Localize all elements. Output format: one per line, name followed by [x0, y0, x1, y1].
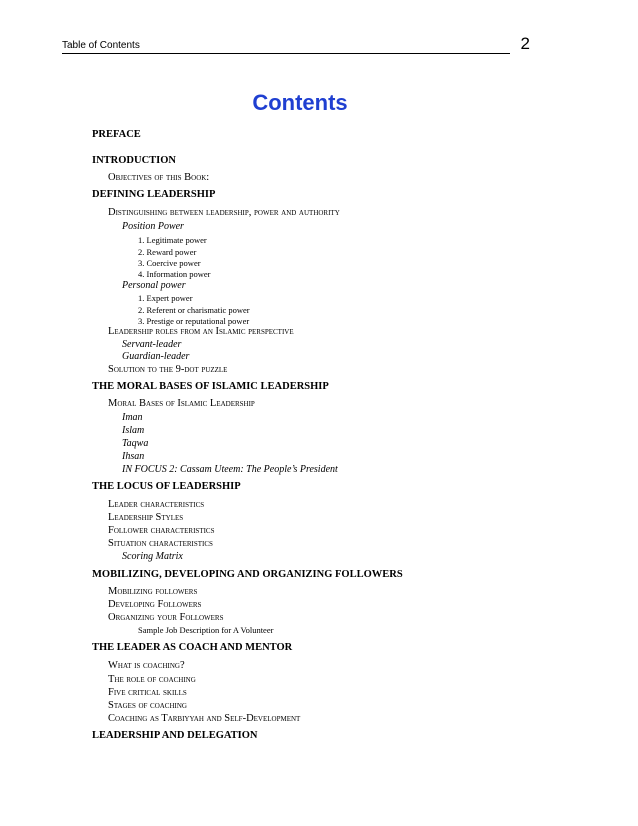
toc-entry: Objectives of this Book:	[108, 172, 210, 183]
toc-entry: Sample Job Description for A Volunteer	[138, 625, 274, 635]
toc-entry: Moral Bases of Islamic Leadership	[108, 398, 255, 409]
header-rule	[62, 53, 510, 54]
toc-entry: Leader characteristics	[108, 499, 205, 510]
toc-entry: 2. Referent or charismatic power	[138, 305, 250, 315]
toc-entry: Solution to the 9-dot puzzle	[108, 364, 228, 375]
page-title: Contents	[252, 90, 348, 115]
toc-entry: 1. Expert power	[138, 293, 193, 303]
toc-entry: Personal power	[122, 280, 186, 291]
toc-entry: Distinguishing between leadership, power and authority	[108, 207, 340, 218]
toc-entry: Iman	[122, 412, 143, 423]
toc-entry: Position Power	[122, 221, 184, 232]
toc-entry: Ihsan	[122, 451, 145, 462]
toc-entry: THE LOCUS OF LEADERSHIP	[92, 481, 241, 492]
toc-entry: Situation characteristics	[108, 538, 213, 549]
toc-entry: THE LEADER AS COACH AND MENTOR	[92, 642, 293, 653]
toc-entry: IN FOCUS 2: Cassam Uteem: The People’s President	[122, 464, 338, 475]
toc-entry: INTRODUCTION	[92, 155, 177, 166]
page-header	[62, 34, 530, 56]
toc-entry: Stages of coaching	[108, 700, 187, 711]
toc-entry: Scoring Matrix	[122, 551, 183, 562]
toc-entry: Organizing your Followers	[108, 612, 224, 623]
toc-entry: Mobilizing followers	[108, 586, 198, 597]
toc-entry: What is coaching?	[108, 660, 185, 671]
toc-entry: Coaching as Tarbiyyah and Self-Development	[108, 713, 301, 724]
toc-entry: Islam	[122, 425, 145, 436]
header-title: Table of Contents	[62, 40, 140, 51]
toc-entry: Leadership Styles	[108, 512, 184, 523]
toc-entry: Developing Followers	[108, 599, 202, 610]
toc-entry: Follower characteristics	[108, 525, 215, 536]
toc-entry: 1. Legitimate power	[138, 235, 207, 245]
toc-entry: Guardian-leader	[122, 351, 190, 362]
toc-entry: Five critical skills	[108, 687, 187, 698]
toc-entry: 4. Information power	[138, 269, 211, 279]
toc-entry: THE MORAL BASES OF ISLAMIC LEADERSHIP	[92, 381, 329, 392]
toc-entry: 2. Reward power	[138, 247, 197, 257]
toc-entry: Servant-leader	[122, 339, 182, 350]
toc-entry: PREFACE	[92, 129, 141, 140]
toc-entry: DEFINING LEADERSHIP	[92, 189, 216, 200]
toc-entry: MOBILIZING, DEVELOPING AND ORGANIZING FOLLOWERS	[92, 569, 403, 580]
toc-entry: The role of coaching	[108, 674, 196, 685]
page-number: 2	[520, 34, 530, 53]
toc-entry: LEADERSHIP AND DELEGATION	[92, 730, 258, 741]
toc-entry: Leadership roles from an Islamic perspective	[108, 326, 294, 337]
toc-entry: 3. Coercive power	[138, 258, 201, 268]
toc-entry: 3. Prestige or reputational power	[138, 316, 250, 326]
toc-entry: Taqwa	[122, 438, 149, 449]
